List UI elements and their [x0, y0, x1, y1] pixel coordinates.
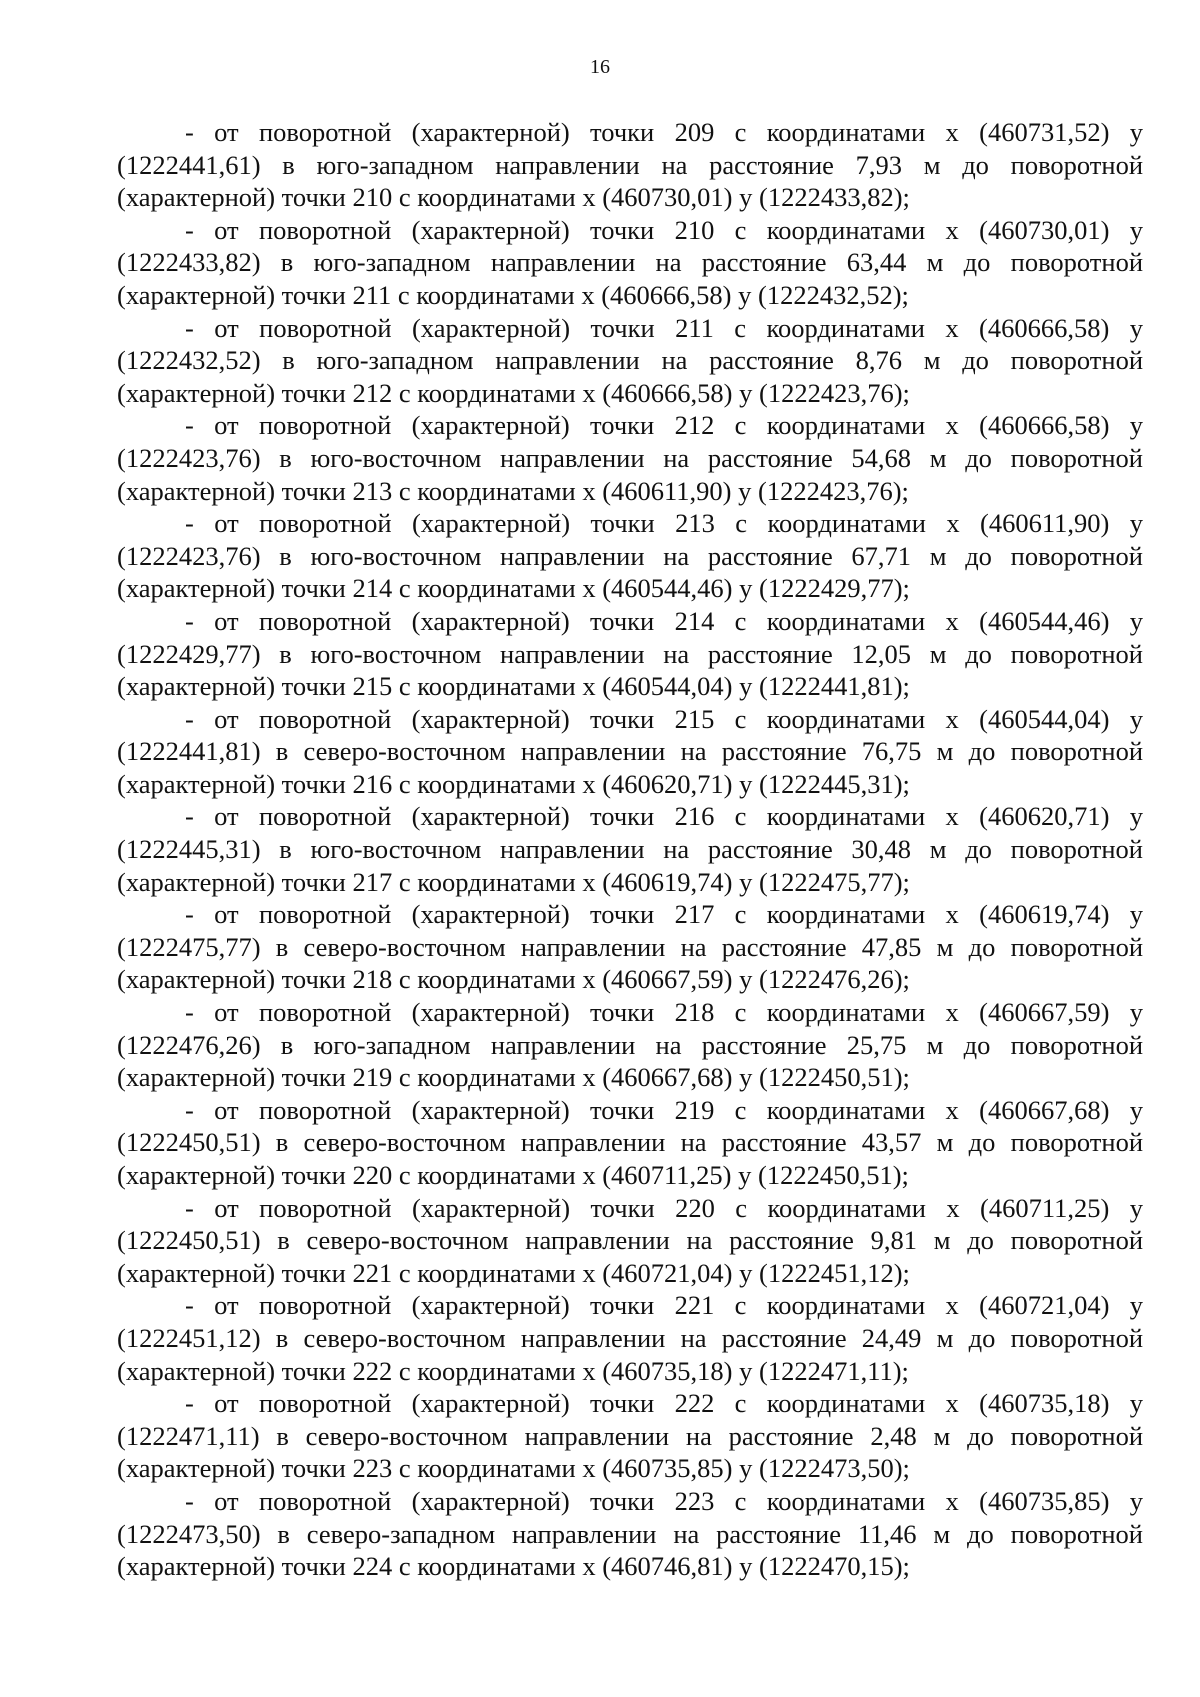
boundary-segment-paragraph: - от поворотной (характерной) точки 212 с координатами x (460666,58) y (1222423,76) в юго-восточном направлении на расстояние 54,68 м до поворотной (характерной) точки 213 с координатами x (460611,90) y (1222423,76);	[117, 410, 1143, 506]
boundary-segment-paragraph: - от поворотной (характерной) точки 218 с координатами x (460667,59) y (1222476,26) в юго-западном направлении на расстояние 25,75 м до поворотной (характерной) точки 219 с координатами x (460667,68) y (1222450,51);	[117, 997, 1143, 1093]
boundary-segment-paragraph: - от поворотной (характерной) точки 222 с координатами x (460735,18) y (1222471,11) в северо-восточном направлении на расстояние 2,48 м до поворотной (характерной) точки 223 с координатами x (460735,85) y (1222473,50);	[117, 1388, 1143, 1484]
boundary-segment-paragraph: - от поворотной (характерной) точки 216 с координатами x (460620,71) y (1222445,31) в юго-восточном направлении на расстояние 30,48 м до поворотной (характерной) точки 217 с координатами x (460619,74) y (1222475,77);	[117, 801, 1143, 897]
page-number: 16	[590, 56, 610, 78]
boundary-segment-paragraph: - от поворотной (характерной) точки 219 с координатами x (460667,68) y (1222450,51) в северо-восточном направлении на расстояние 43,57 м до поворотной (характерной) точки 220 с координатами x (460711,25) y (1222450,51);	[117, 1094, 1143, 1190]
boundary-segment-paragraph: - от поворотной (характерной) точки 217 с координатами x (460619,74) y (1222475,77) в северо-восточном направлении на расстояние 47,85 м до поворотной (характерной) точки 218 с координатами x (460667,59) y (1222476,26);	[117, 899, 1143, 995]
boundary-segment-paragraph: - от поворотной (характерной) точки 220 с координатами x (460711,25) y (1222450,51) в северо-восточном направлении на расстояние 9,81 м до поворотной (характерной) точки 221 с координатами x (460721,04) y (1222451,12);	[117, 1192, 1143, 1288]
boundary-segment-paragraph: - от поворотной (характерной) точки 213 с координатами x (460611,90) y (1222423,76) в юго-восточном направлении на расстояние 67,71 м до поворотной (характерной) точки 214 с координатами x (460544,46) y (1222429,77);	[117, 508, 1143, 604]
boundary-segment-paragraph: - от поворотной (характерной) точки 221 с координатами x (460721,04) y (1222451,12) в северо-восточном направлении на расстояние 24,49 м до поворотной (характерной) точки 222 с координатами x (460735,18) y (1222471,11);	[117, 1290, 1143, 1386]
boundary-segment-paragraph: - от поворотной (характерной) точки 223 с координатами x (460735,85) y (1222473,50) в северо-западном направлении на расстояние 11,46 м до поворотной (характерной) точки 224 с координатами x (460746,81) y (1222470,15);	[117, 1485, 1143, 1582]
document-body	[117, 116, 1143, 1583]
boundary-segment-paragraph: - от поворотной (характерной) точки 209 с координатами x (460731,52) y (1222441,61) в юго-западном направлении на расстояние 7,93 м до поворотной (характерной) точки 210 с координатами x (460730,01) y (1222433,82);	[117, 117, 1143, 213]
boundary-segment-paragraph: - от поворотной (характерной) точки 210 с координатами x (460730,01) y (1222433,82) в юго-западном направлении на расстояние 63,44 м до поворотной (характерной) точки 211 с координатами x (460666,58) y (1222432,52);	[117, 214, 1143, 310]
boundary-segment-paragraph: - от поворотной (характерной) точки 214 с координатами x (460544,46) y (1222429,77) в юго-восточном направлении на расстояние 12,05 м до поворотной (характерной) точки 215 с координатами x (460544,04) y (1222441,81);	[117, 605, 1143, 702]
boundary-segment-paragraph: - от поворотной (характерной) точки 215 с координатами x (460544,04) y (1222441,81) в северо-восточном направлении на расстояние 76,75 м до поворотной (характерной) точки 216 с координатами x (460620,71) y (1222445,31);	[117, 703, 1143, 799]
boundary-segment-paragraph: - от поворотной (характерной) точки 211 с координатами x (460666,58) y (1222432,52) в юго-западном направлении на расстояние 8,76 м до поворотной (характерной) точки 212 с координатами x (460666,58) y (1222423,76);	[117, 312, 1143, 408]
